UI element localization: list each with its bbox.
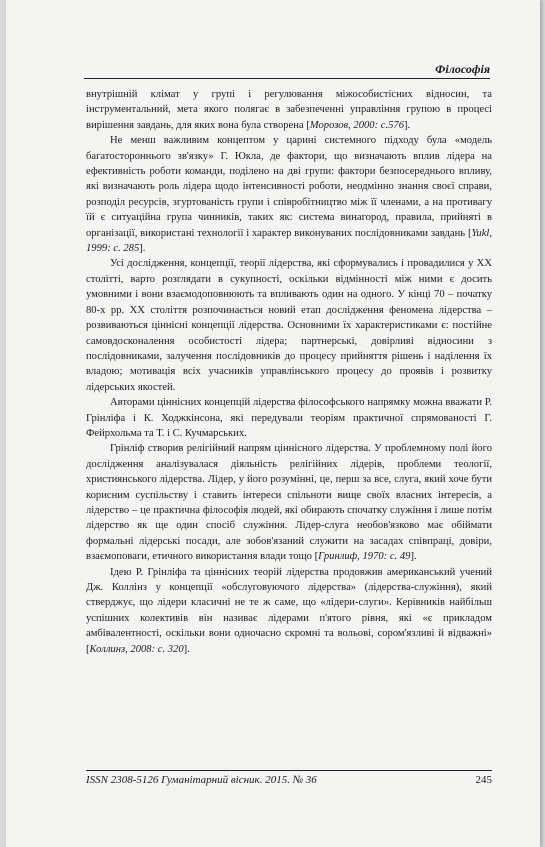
- body-paragraph: Ідею Р. Грінліфа та ціннісних теорій лідерства продовжив американський учений Дж. Коллінз у концепції «обслуговуючого лідерства» (лідерства-служіння), який стверджує, що лідери класичні не те ж саме, що «лідери-слуги». Керівників найбільш успішних колективів він називає лідерами п'ятого рівня, які «є прикладом амбівалентності, оскільки вони одночасно скромні та вольові, сором'язливі й відважні» [Коллинз, 2008: с. 320].: [86, 566, 492, 655]
- page-number: 245: [475, 774, 492, 786]
- citation: Морозов, 2000: с.576: [309, 119, 405, 131]
- page-footer: [86, 770, 492, 786]
- journal-page: [6, 0, 540, 847]
- body-paragraph: Авторами ціннісних концепцій лідерства філософського напрямку можна вважати Р. Грінліфа і К. Ходжкінсона, які передували теоріям практичної спрямованості Г. Фейрхольма та Т. і С. Кучмарських.: [86, 397, 492, 439]
- citation: Коллинз, 2008: с. 320: [89, 643, 184, 655]
- journal-citation: ISSN 2308-5126 Гуманітарний вісник. 2015. № 36: [86, 774, 317, 786]
- body-paragraph: Усі дослідження, концепції, теорії лідерства, які сформувались і провадилися у XX столітті, варто розглядати в сукупності, оскільки відмінності між ними є досить умовними і вони взаємодоповнюють та впливають один на одного. У кінці 70 – початку 80-х рр. XX століття розпочинається новий етап дослідження феномена лідерства – розвиваються ціннісні концепції лідерства. Основними їх характеристиками є: постійне самовдосконалення особистості лідера; партнерські, довірливі відносини з послідовниками, залучення послідовників до процесу прийняття рішень і наділення їх владою; мотивація всіх учасників управлінського процесу до проявів і розвитку лідерських якостей.: [86, 258, 492, 393]
- body-paragraph: Грінліф створив релігійний напрям ціннісного лідерства. У проблемному полі його дослідження аналізувалася діяльність релігійних лідерів, проблеми теології, християнського лідерства. Лідер, у його розумінні, це, перш за все, слуга, який хоче бути корисним суспільству і ставить інтереси спільноти вище своїх власних інтересів, а лідерство – це практична філософія людей, які обирають спочатку служіння і лише потім лідерство як ще один спосіб служіння. Лідер-слуга необов'язково має обіймати формальні лідерські посади, але зобов'язаний служити на засадах співпраці, довіри, взаємоповаги, етичного використання влади тощо [Гринлиф, 1970: с. 49].: [86, 443, 492, 563]
- section-title: Філософія: [435, 62, 490, 76]
- citation: Yukl, 1999: с. 285: [86, 227, 492, 255]
- running-header: [84, 62, 490, 79]
- body-paragraph: внутрішній клімат у групі і регулювання міжособистісних відносин, та інструментальний, мета якого полягає в забезпеченні управління групою в процесі вирішення завдань, для яких вона була створена [Морозов, 2000: с.576].: [86, 89, 492, 131]
- article-body: [86, 87, 492, 657]
- body-paragraph: Не менш важливим концептом у царині системного підходу була «модель багатостороннього зв'язку» Г. Юкла, де фактори, що визначають вплив лідера на ефективність роботи команди, поділено на дві групи: фактори безпосереднього впливу, які визначають роль лідера щодо інтенсивності роботи, неодмінно знання своєї справи, розподіл ресурсів, згуртованість групи і співробітництво між її членами, а на противагу їй є ситуаційна група чинників, таких як: система винагород, правила, прийняті в організації, використані технології і характер виконуваних послідовниками завдань [Yukl, 1999: с. 285].: [86, 135, 492, 255]
- citation: Гринлиф, 1970: с. 49: [318, 551, 411, 563]
